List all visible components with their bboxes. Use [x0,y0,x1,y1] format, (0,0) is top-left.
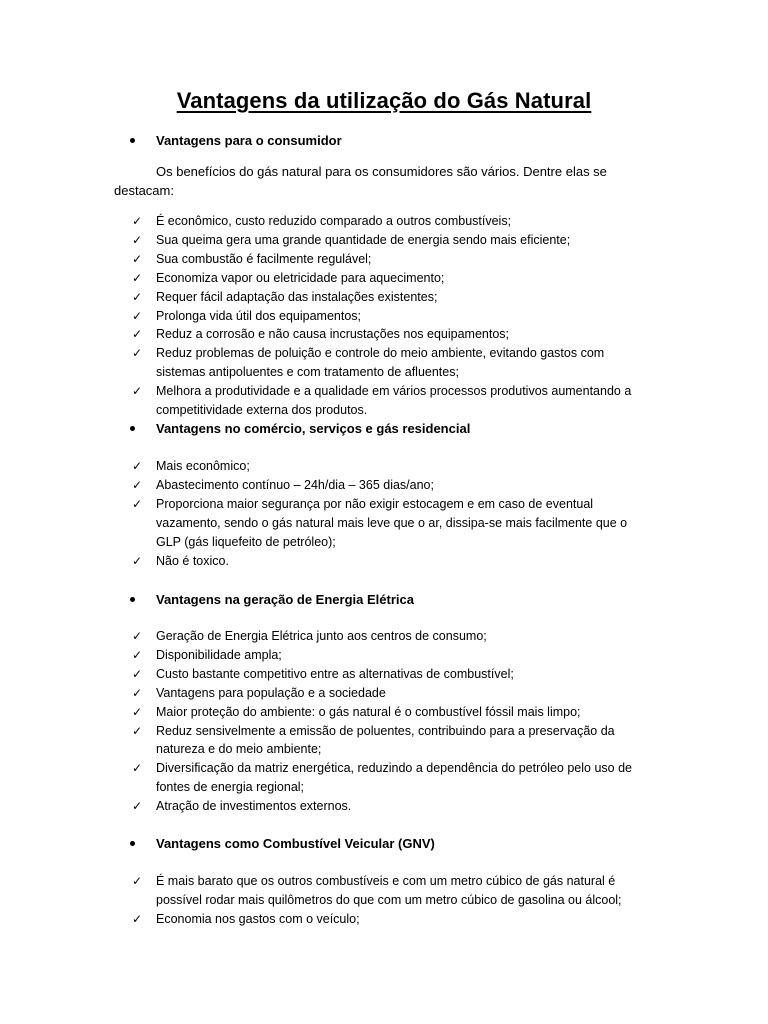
checkmark-icon: ✓ [132,270,143,285]
list-item [132,457,652,476]
list-item [132,684,652,703]
list-item [132,495,652,552]
list-item-text: Geração de Energia Elétrica junto aos centros de consumo; [156,629,487,643]
list-item [132,382,652,420]
list-item-text: Economia nos gastos com o veículo; [156,911,360,926]
list-item-text: Não é toxico. [156,553,229,568]
checkmark-icon: ✓ [132,346,143,361]
list-item [132,552,652,571]
list-item-text: Requer fácil adaptação das instalações existentes; [156,289,438,304]
list-item [132,722,652,760]
list-item [132,269,652,288]
list-item [132,627,652,646]
checklist-consumidor [132,212,652,420]
section-heading-text: Vantagens no comércio, serviços e gás residencial [156,421,471,436]
list-item-text: É econômico, custo reduzido comparado a outros combustíveis; [156,214,512,228]
list-item [132,344,652,382]
checklist-comercio [132,457,652,570]
checkmark-icon: ✓ [132,685,143,700]
checkmark-icon: ✓ [132,761,143,776]
checkmark-icon: ✓ [132,308,143,323]
checkmark-icon: ✓ [132,723,143,738]
list-item-text: Reduz problemas de poluição e controle do meio ambiente, evitando gastos com sistemas antipoluentes e com tratamento de afluentes; [156,346,605,380]
list-item [132,288,652,307]
section-heading-text: Vantagens como Combustível Veicular (GNV) [156,836,435,851]
list-item-text: Maior proteção do ambiente: o gás natural é o combustível fóssil mais limpo; [156,704,581,719]
bullet-dot-icon [130,841,135,846]
list-item-text: Custo bastante competitivo entre as alternativas de combustível; [156,666,514,681]
list-item [132,797,652,816]
list-item [132,231,652,250]
list-item-text: Economiza vapor ou eletricidade para aquecimento; [156,270,445,285]
checkmark-icon: ✓ [132,647,143,662]
list-item-text: Sua queima gera uma grande quantidade de energia sendo mais eficiente; [156,232,571,247]
list-item-text: Vantagens para população e a sociedade [156,685,386,700]
list-item-text: É mais barato que os outros combustíveis e com um metro cúbico de gás natural é possível rodar mais quilômetros do que com um metro cúbico de gasolina ou álcool; [156,874,622,907]
list-item-text: Prolonga vida útil dos equipamentos; [156,308,361,323]
checklist-gnv [132,872,652,929]
checkmark-icon: ✓ [132,289,143,304]
checkmark-icon: ✓ [132,874,143,888]
list-item [132,325,652,344]
list-item [132,307,652,326]
list-item-text: Proporciona maior segurança por não exigir estocagem e em caso de eventual vazamento, sendo o gás natural mais leve que o ar, dissipa-se mais facilmente que o GLP (gás liquefeito de petróleo); [156,496,628,549]
checkmark-icon: ✓ [132,214,143,228]
list-item [132,250,652,269]
list-item [132,703,652,722]
checkmark-icon: ✓ [132,496,143,511]
section-heading-text: Vantagens na geração de Energia Elétrica [156,592,414,607]
list-item [132,665,652,684]
list-item [132,476,652,495]
checkmark-icon: ✓ [132,327,143,342]
list-item [132,646,652,665]
list-item [132,759,652,797]
checkmark-icon: ✓ [132,666,143,681]
checkmark-icon: ✓ [132,251,143,266]
intro-paragraph: Os benefícios do gás natural para os consumidores são vários. Dentre elas se destacam: [114,164,607,198]
section-heading-text: Vantagens para o consumidor [156,133,342,148]
list-item-text: Melhora a produtividade e a qualidade em vários processos produtivos aumentando a competitividade externa dos produtos. [156,384,632,418]
checklist-energia [132,627,652,816]
bullet-dot-icon [130,597,135,602]
checkmark-icon: ✓ [132,232,143,247]
checkmark-icon: ✓ [132,384,143,399]
list-item-text: Disponibilidade ampla; [156,647,282,662]
checkmark-icon: ✓ [132,629,143,643]
list-item-text: Sua combustão é facilmente regulável; [156,251,372,266]
checkmark-icon: ✓ [132,911,143,926]
list-item-text: Reduz a corrosão e não causa incrustações nos equipamentos; [156,327,509,342]
list-item [132,910,652,929]
list-item [132,872,652,910]
list-item-text: Mais econômico; [156,459,250,473]
checkmark-icon: ✓ [132,477,143,492]
checkmark-icon: ✓ [132,704,143,719]
list-item-text: Diversificação da matriz energética, reduzindo a dependência do petróleo pelo uso de fontes de energia regional; [156,761,632,795]
checkmark-icon: ✓ [132,799,143,814]
list-item-text: Atração de investimentos externos. [156,799,352,814]
checkmark-icon: ✓ [132,459,143,473]
list-item [132,212,652,231]
page-title: Vantagens da utilização do Gás Natural [176,88,592,113]
checkmark-icon: ✓ [132,553,143,568]
bullet-dot-icon [130,426,135,431]
list-item-text: Reduz sensivelmente a emissão de poluentes, contribuindo para a preservação da natureza e do meio ambiente; [156,723,615,757]
bullet-dot-icon [130,138,135,143]
list-item-text: Abastecimento contínuo – 24h/dia – 365 dias/ano; [156,477,434,492]
